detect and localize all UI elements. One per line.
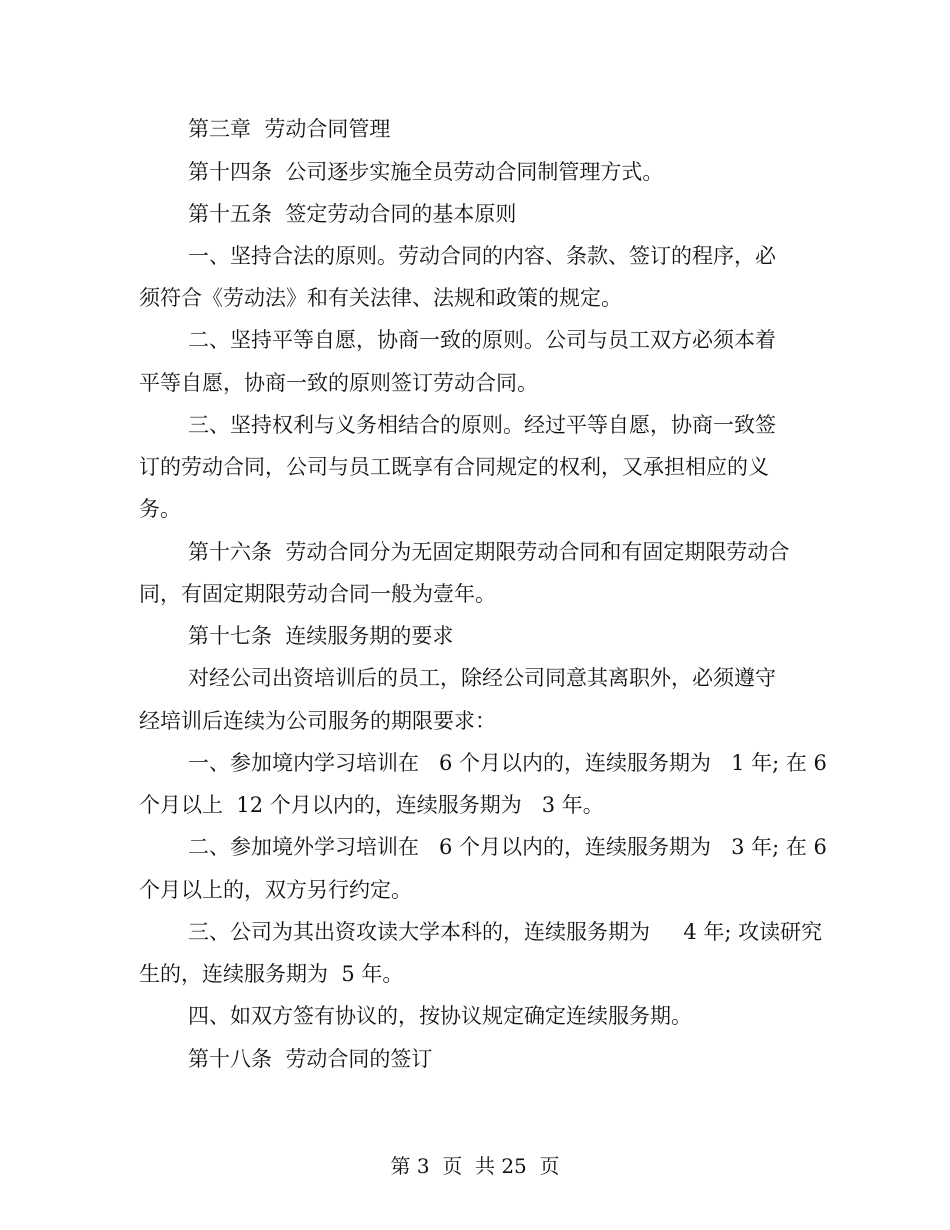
paragraph-line: 二、参加境外学习培训在 6 个月以内的，连续服务期为 3 年; 在 6 [188, 835, 827, 859]
paragraph-line: 一、参加境内学习培训在 6 个月以内的，连续服务期为 1 年; 在 6 [188, 751, 827, 775]
paragraph-line: 四、如双方签有协议的，按协议规定确定连续服务期。 [188, 1004, 692, 1028]
paragraph-line: 同，有固定期限劳动合同一般为壹年。 [139, 582, 496, 606]
article-17: 第十七条 连续服务期的要求 [188, 624, 454, 648]
article-15: 第十五条 签定劳动合同的基本原则 [188, 202, 517, 226]
paragraph-line: 订的劳动合同，公司与员工既享有合同规定的权利，又承担相应的义 [139, 455, 769, 479]
page-number-footer: 第 3 页 共 25 页 [390, 1154, 560, 1178]
paragraph-line: 三、坚持权利与义务相结合的原则。经过平等自愿，协商一致签 [188, 413, 776, 437]
article-14: 第十四条 公司逐步实施全员劳动合同制管理方式。 [188, 160, 664, 184]
paragraph-line: 平等自愿，协商一致的原则签订劳动合同。 [139, 371, 538, 395]
paragraph-line: 二、坚持平等自愿，协商一致的原则。公司与员工双方必须本着 [188, 328, 776, 352]
paragraph-line: 生的，连续服务期为 5 年。 [139, 962, 404, 986]
article-18: 第十八条 劳动合同的签订 [188, 1047, 433, 1071]
chapter-heading: 第三章 劳动合同管理 [188, 117, 391, 141]
paragraph-line: 须符合《劳动法》和有关法律、法规和政策的规定。 [139, 286, 622, 310]
paragraph-line: 经培训后连续为公司服务的期限要求： [139, 709, 496, 733]
paragraph-line: 务。 [139, 497, 181, 521]
article-16: 第十六条 劳动合同分为无固定期限劳动合同和有固定期限劳动合 [188, 540, 790, 564]
paragraph-line: 个月以上的，双方另行约定。 [139, 878, 412, 902]
paragraph-line: 三、公司为其出资攻读大学本科的，连续服务期为 4 年; 攻读研究 [188, 920, 823, 944]
paragraph-line: 对经公司出资培训后的员工，除经公司同意其离职外，必须遵守 [188, 666, 776, 690]
paragraph-line: 一、坚持合法的原则。劳动合同的内容、条款、签订的程序，必 [188, 244, 776, 268]
paragraph-line: 个月以上 12 个月以内的，连续服务期为 3 年。 [139, 793, 604, 817]
